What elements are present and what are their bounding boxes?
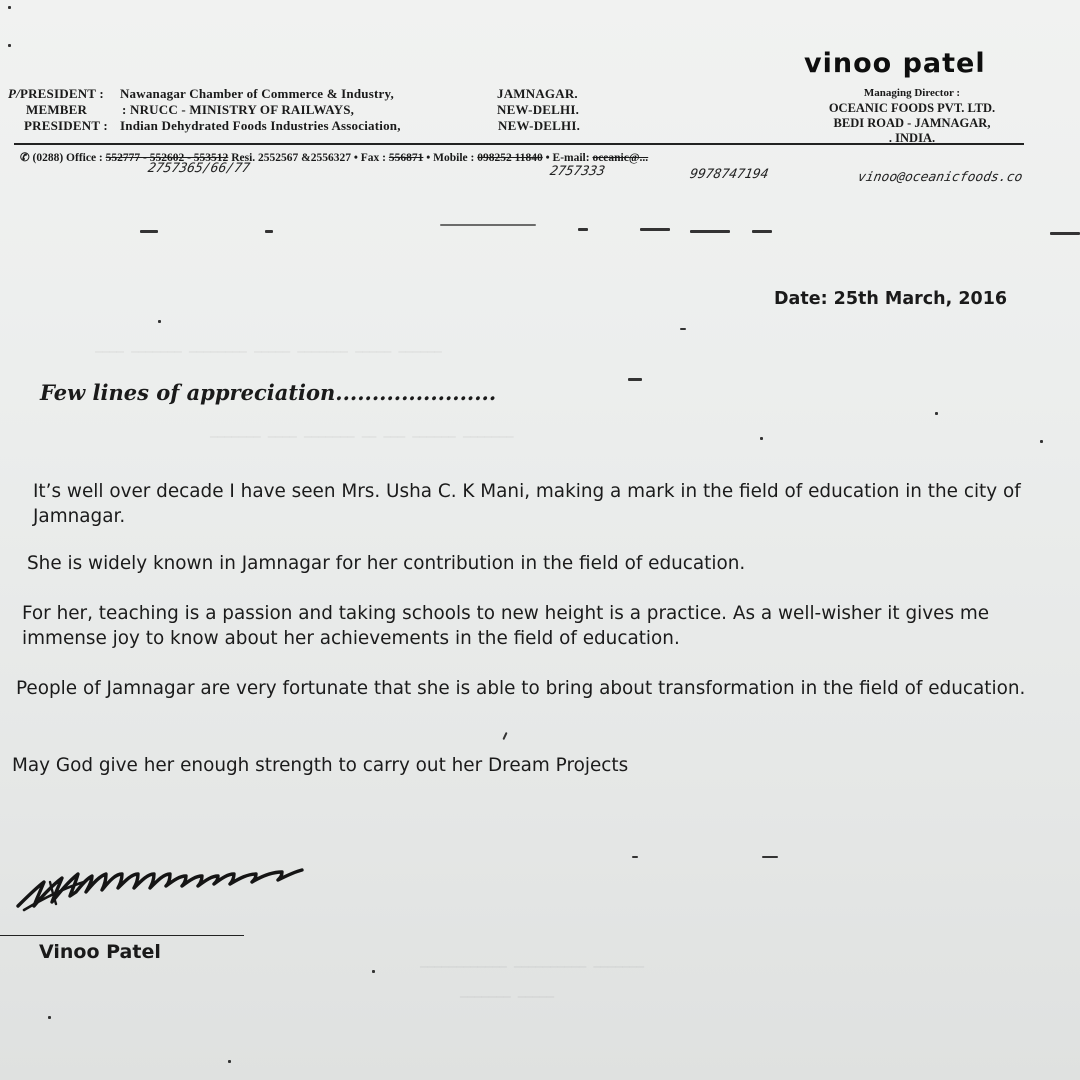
scan-speck: [1050, 232, 1080, 235]
letterhead-company-block: [802, 86, 1022, 146]
body-paragraph: For her, teaching is a passion and taking schools to new height is a practice. As a well-wisher it gives me immense joy to know about her achievements in the field of education.: [22, 603, 990, 649]
scan-speck: [752, 230, 772, 233]
signature-image: [14, 852, 314, 914]
body-paragraph: May God give her enough strength to carry out her Dream Projects: [12, 755, 629, 776]
handwritten-office-number: 2757365/66/77: [146, 161, 252, 176]
body-paragraph: She is widely known in Jamnagar for her contribution in the field of education.: [27, 553, 746, 574]
phone-icon: ✆: [20, 152, 30, 164]
scan-speck: [372, 970, 375, 973]
bleed-through-text: ─────── ─────: [460, 990, 554, 1004]
scan-speck: [578, 228, 588, 231]
letterhead-role-city: JAMNAGAR.: [497, 86, 578, 101]
handwritten-fax-number: 2757333: [548, 164, 607, 179]
letterhead-contact-line: ✆ (0288) Office : 552777 - 552602 - 553512 Resi. 2552567 &2556327 • Fax : 556871 • Mobile : 098252 11840 • E-mail: oceanic@...: [20, 152, 649, 164]
bleed-through-text: ──────────── ────────── ───────: [420, 960, 644, 974]
bleed-through-text: ─────── ──── ─────── ── ─── ────── ───────: [210, 430, 514, 444]
scan-speck: [8, 44, 11, 47]
scan-speck: [628, 378, 642, 381]
scan-speck: [632, 856, 638, 858]
body-paragraph: People of Jamnagar are very fortunate that she is able to bring about transformation in the field of education.: [16, 678, 1026, 699]
scan-speck: [690, 230, 730, 233]
letterhead-divider: [14, 143, 1024, 145]
letterhead-role-city: NEW-DELHI.: [498, 118, 581, 133]
scan-speck: [8, 6, 11, 9]
signature-line: [0, 935, 244, 936]
scan-speck: [265, 230, 273, 233]
letterhead-role-row: P/PRESIDENT : Nawanagar Chamber of Commerce & Industry,: [8, 86, 394, 101]
scan-speck: [935, 412, 938, 415]
scan-speck: [228, 1060, 231, 1063]
letterhead-role-city: NEW-DELHI.: [497, 102, 580, 117]
scan-speck: [1040, 440, 1043, 443]
company-line: . INDIA.: [888, 131, 936, 145]
body-paragraph: It’s well over decade I have seen Mrs. Usha C. K Mani, making a mark in the field of education in the city of Jamnagar.: [33, 481, 1021, 527]
scan-speck: [140, 230, 158, 233]
scan-speck: [440, 224, 536, 226]
company-line: BEDI ROAD - JAMNAGAR,: [833, 116, 991, 130]
scan-speck: [760, 437, 763, 440]
handwritten-mobile-number: 9978747194: [688, 167, 770, 182]
company-line: OCEANIC FOODS PVT. LTD.: [828, 101, 996, 115]
scan-speck: [48, 1016, 51, 1019]
letterhead-role-row: PRESIDENT : Indian Dehydrated Foods Industries Association,: [24, 118, 401, 133]
scan-speck: [762, 856, 778, 858]
designation: Managing Director :: [863, 87, 961, 99]
letterhead-name: vinoo patel: [804, 48, 986, 79]
scan-speck: [158, 320, 161, 323]
scan-speck: [680, 328, 686, 330]
scan-speck: [640, 228, 670, 231]
signatory-name: Vinoo Patel: [39, 941, 161, 963]
scan-speck: [502, 732, 507, 740]
handwritten-email: vinoo@oceanicfoods.co: [856, 170, 1024, 185]
bleed-through-text: ──── ─────── ──────── ───── ─────── ───── ──────: [95, 345, 442, 359]
letterhead-role-row: MEMBER : NRUCC - MINISTRY OF RAILWAYS,: [26, 102, 355, 117]
letter-date: Date: 25th March, 2016: [774, 289, 1008, 309]
letter-heading: Few lines of appreciation......................: [40, 380, 497, 405]
